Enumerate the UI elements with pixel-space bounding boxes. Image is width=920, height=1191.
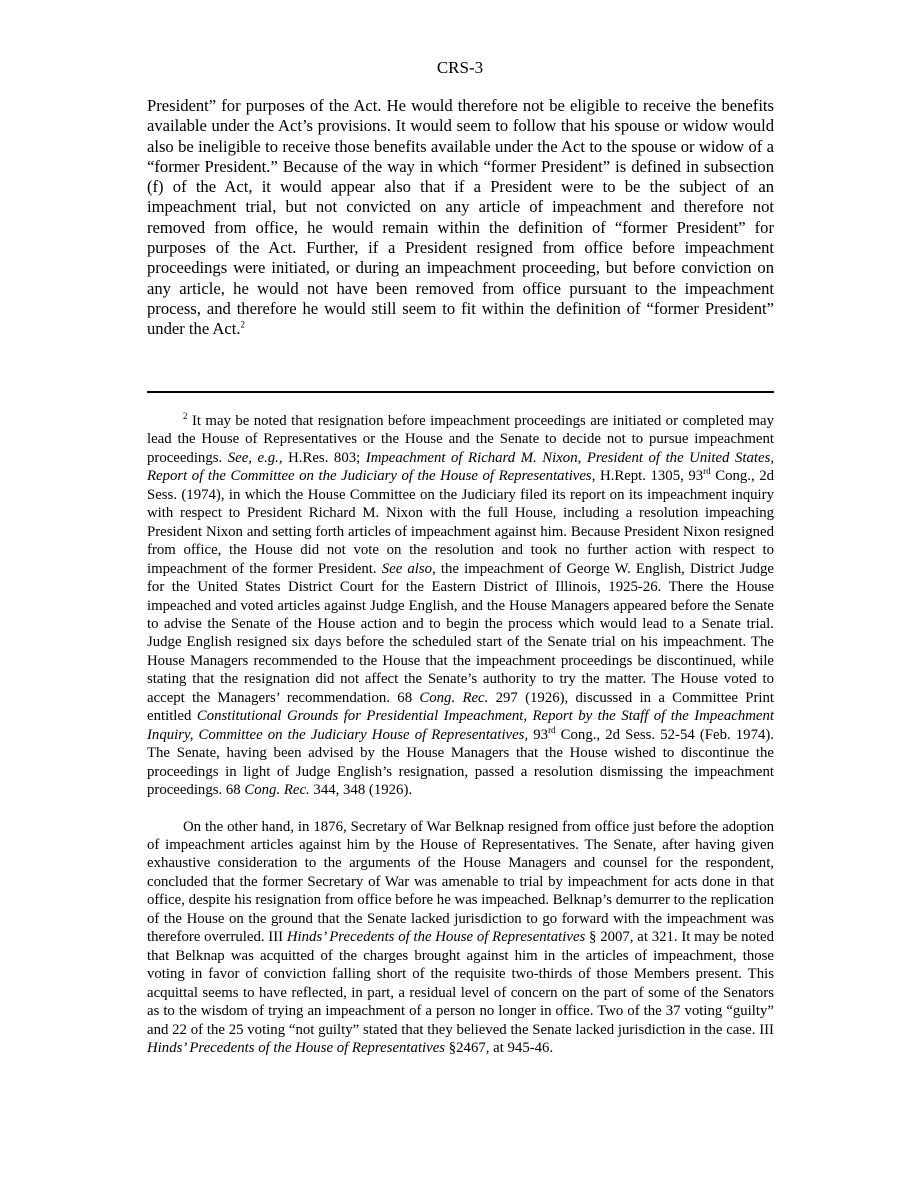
footnote-text: , the impeachment of George W. English, District Judge for the United States District Court for the Eastern District of Illinois, 1925-26. There the House impeached and voted articles against Judge English, and the House Managers appeared before the Senate to advise the Senate of the House action and to begin the process which would lead to a Senate trial. Judge English resigned six days before the scheduled start of the Senate trial on his impeachment. The House Managers recommended to the House that the impeachment proceedings be discontinued, while stating that the resignation did not affect the Senate’s authority to try the matter. The House voted to accept the Managers’ recommendation. 68 — [147, 560, 774, 706]
ordinal-suffix: rd — [548, 724, 556, 735]
citation-title: Impeachment of Richard M. Nixon, President of the United States, Report of the Committee on the Judiciary of the House of Representatives — [147, 449, 775, 485]
citation-title: Cong. Rec. — [419, 689, 489, 706]
footnote-signal: See also — [381, 560, 433, 577]
footnote-paragraph — [147, 818, 774, 1058]
footnote-text: , H.Rept. 1305, 93 — [591, 468, 704, 485]
main-paragraph — [147, 96, 774, 340]
ordinal-suffix: rd — [703, 466, 711, 477]
footnote-text: Cong., 2d Sess. (1974), in which the House Committee on the Judiciary filed its report on its impeachment inquiry with respect to President Richard M. Nixon with the full House, including a resolution impeaching President Nixon and setting forth articles of impeachment against him. Because President Nixon resigned from office, the House did not vote on the resolution and took no further action with respect to impeachment of the former President. — [147, 468, 774, 577]
main-paragraph-text: President” for purposes of the Act. He would therefore not be eligible to receive the benefits available under the Act’s provisions. It would seem to follow that his spouse or widow would also be ineligible to receive those benefits available under the Act to the spouse or widow of a “former President.” Because of the way in which “former President” is defined in subsection (f) of the Act, it would appear also that if a President were to be the subject of an impeachment trial, but not convicted on any article of impeachment and therefore not removed from office, he would remain within the definition of “former President” for purposes of the Act. Further, if a President resigned from office before impeachment proceedings were initiated, or during an impeachment proceeding, but before conviction on any article, he would not have been removed from office pursuant to the impeachment process, and therefore he would still seem to fit within the definition of “former President” under the Act. — [147, 96, 774, 339]
footnote-section — [147, 412, 774, 1057]
footnote-text: On the other hand, in 1876, Secretary of War Belknap resigned from office just before the adoption of impeachment articles against him by the House of Representatives. The Senate, after having given exhaustive consideration to the arguments of the House Managers and counsel for the respondent, concluded that the former Secretary of War was amenable to trial by impeachment for acts done in that office, despite his resignation from office before he was impeached. Belknap’s demurrer to the replication of the House on the ground that the Senate lacked jurisdiction to go forward with the impeachment was therefore overruled. III — [147, 818, 774, 946]
footnote-text: 297 (1926), discussed in a Committee Print entitled — [147, 689, 774, 725]
footnote-text: It may be noted that resignation before impeachment proceedings are initiated or completed may lead the House of Representatives or the House and the Senate to decide not to pursue impeachment proceedings. — [147, 413, 774, 466]
footnote-text: §2467, at 945-46. — [445, 1039, 554, 1056]
page-number-header: CRS-3 — [436, 58, 484, 77]
footnote-paragraph — [147, 412, 774, 800]
footnote-marker: 2 — [183, 411, 188, 422]
citation-title: Hinds’ Precedents of the House of Representatives — [286, 929, 586, 946]
footnote-text: H.Res. 803; — [282, 449, 366, 466]
footnote-text: , 93 — [524, 726, 549, 743]
citation-title: Hinds’ Precedents of the House of Representatives — [147, 1039, 446, 1056]
citation-title: Constitutional Grounds for Presidential Impeachment, Report by the Staff of the Impeachment Inquiry, Committee on the Judiciary House of Representatives — [147, 708, 774, 743]
footnote-text: § 2007, at 321. It may be noted that Belknap was acquitted of the charges brought against him in the articles of impeachment, those voting in favor of conviction falling short of the requisite two-thirds of those Members present. This acquittal seems to have reflected, in part, a residual level of concern on the part of some of the Senators as to the wisdom of trying an impeachment of a person no longer in office. Two of the 37 voting “guilty” and 22 of the 25 voting “not guilty” stated that they believed the Senate lacked jurisdiction in the case. III — [147, 929, 775, 1038]
citation-title: Cong. Rec. — [244, 782, 310, 799]
footnote-signal: See, e.g., — [227, 449, 283, 466]
footnote-reference: 2 — [240, 319, 246, 330]
footnote-separator — [147, 391, 774, 393]
footnote-text: 344, 348 (1926). — [309, 782, 413, 799]
footnote-text: Cong., 2d Sess. 52-54 (Feb. 1974). The Senate, having been advised by the House Managers that the House wished to discontinue the proceedings in light of Judge English’s resignation, passed a resolution dismissing the impeachment proceedings. 68 — [147, 726, 774, 799]
